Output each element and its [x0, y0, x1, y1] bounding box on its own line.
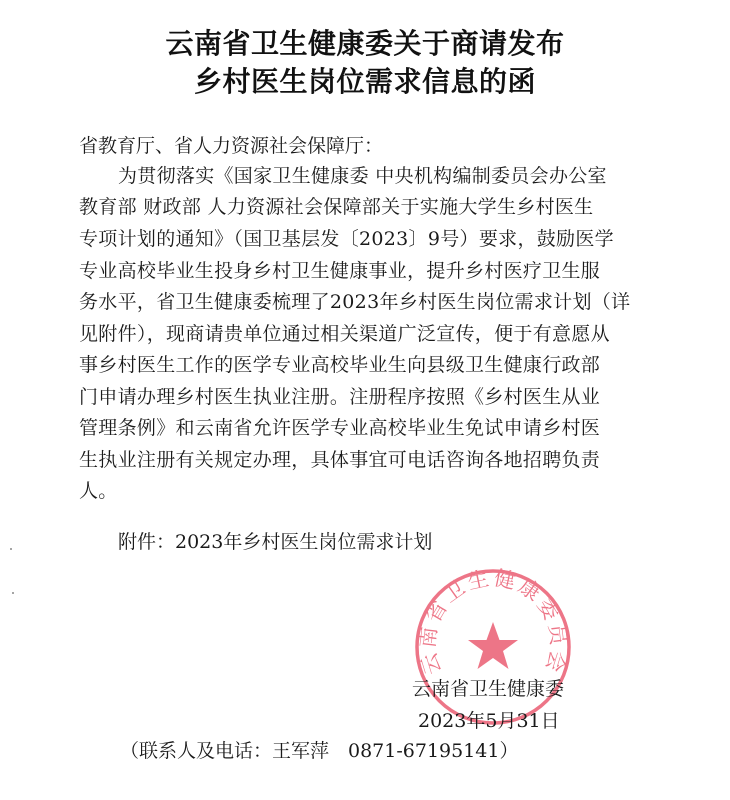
body-line: 门申请办理乡村医生执业注册。注册程序按照《乡村医生从业 [79, 386, 601, 408]
body-line: 管理条例》和云南省允许医学专业高校毕业生免试申请乡村医 [79, 417, 601, 439]
scan-speck [12, 592, 14, 594]
scan-speck [10, 548, 12, 550]
body-line: 专业高校毕业生投身乡村卫生健康事业，提升乡村医疗卫生服 [79, 260, 601, 282]
body-line: 教育部 财政部 人力资源社会保障部关于实施大学生乡村医生 [79, 196, 594, 218]
addressee: 省教育厅、省人力资源社会保障厅： [79, 135, 384, 157]
body-line: 见附件），现商请贵单位通过相关渠道广泛宣传，便于有意愿从 [79, 323, 610, 345]
official-seal-stamp [412, 566, 574, 728]
issuing-authority: 云南省卫生健康委 [412, 678, 565, 700]
body-line: 为贯彻落实《国家卫生健康委 中央机构编制委员会办公室 [118, 165, 607, 187]
issue-date: 2023年5月31日 [418, 710, 560, 732]
contact-info: （联系人及电话：王军萍 0871-67195141） [120, 740, 519, 762]
body-line: 生执业注册有关规定办理，具体事宜可电话咨询各地招聘负责 [79, 449, 601, 471]
attachment-note: 附件：2023年乡村医生岗位需求计划 [118, 531, 433, 553]
body-line: 人。 [79, 480, 118, 502]
document-title-line-2: 乡村医生岗位需求信息的函 [193, 65, 536, 98]
document-title-line-1: 云南省卫生健康委关于商请发布 [165, 27, 565, 60]
body-line: 事乡村医生工作的医学专业高校毕业生向县级卫生健康行政部 [79, 354, 601, 376]
body-line: 务水平，省卫生健康委梳理了2023年乡村医生岗位需求计划（详 [79, 291, 631, 313]
seal-text: 云南省卫生健康委员会 [415, 566, 571, 678]
seal-star-icon [468, 622, 518, 669]
body-line: 专项计划的通知》（国卫基层发〔2023〕9号）要求，鼓励医学 [79, 228, 614, 250]
